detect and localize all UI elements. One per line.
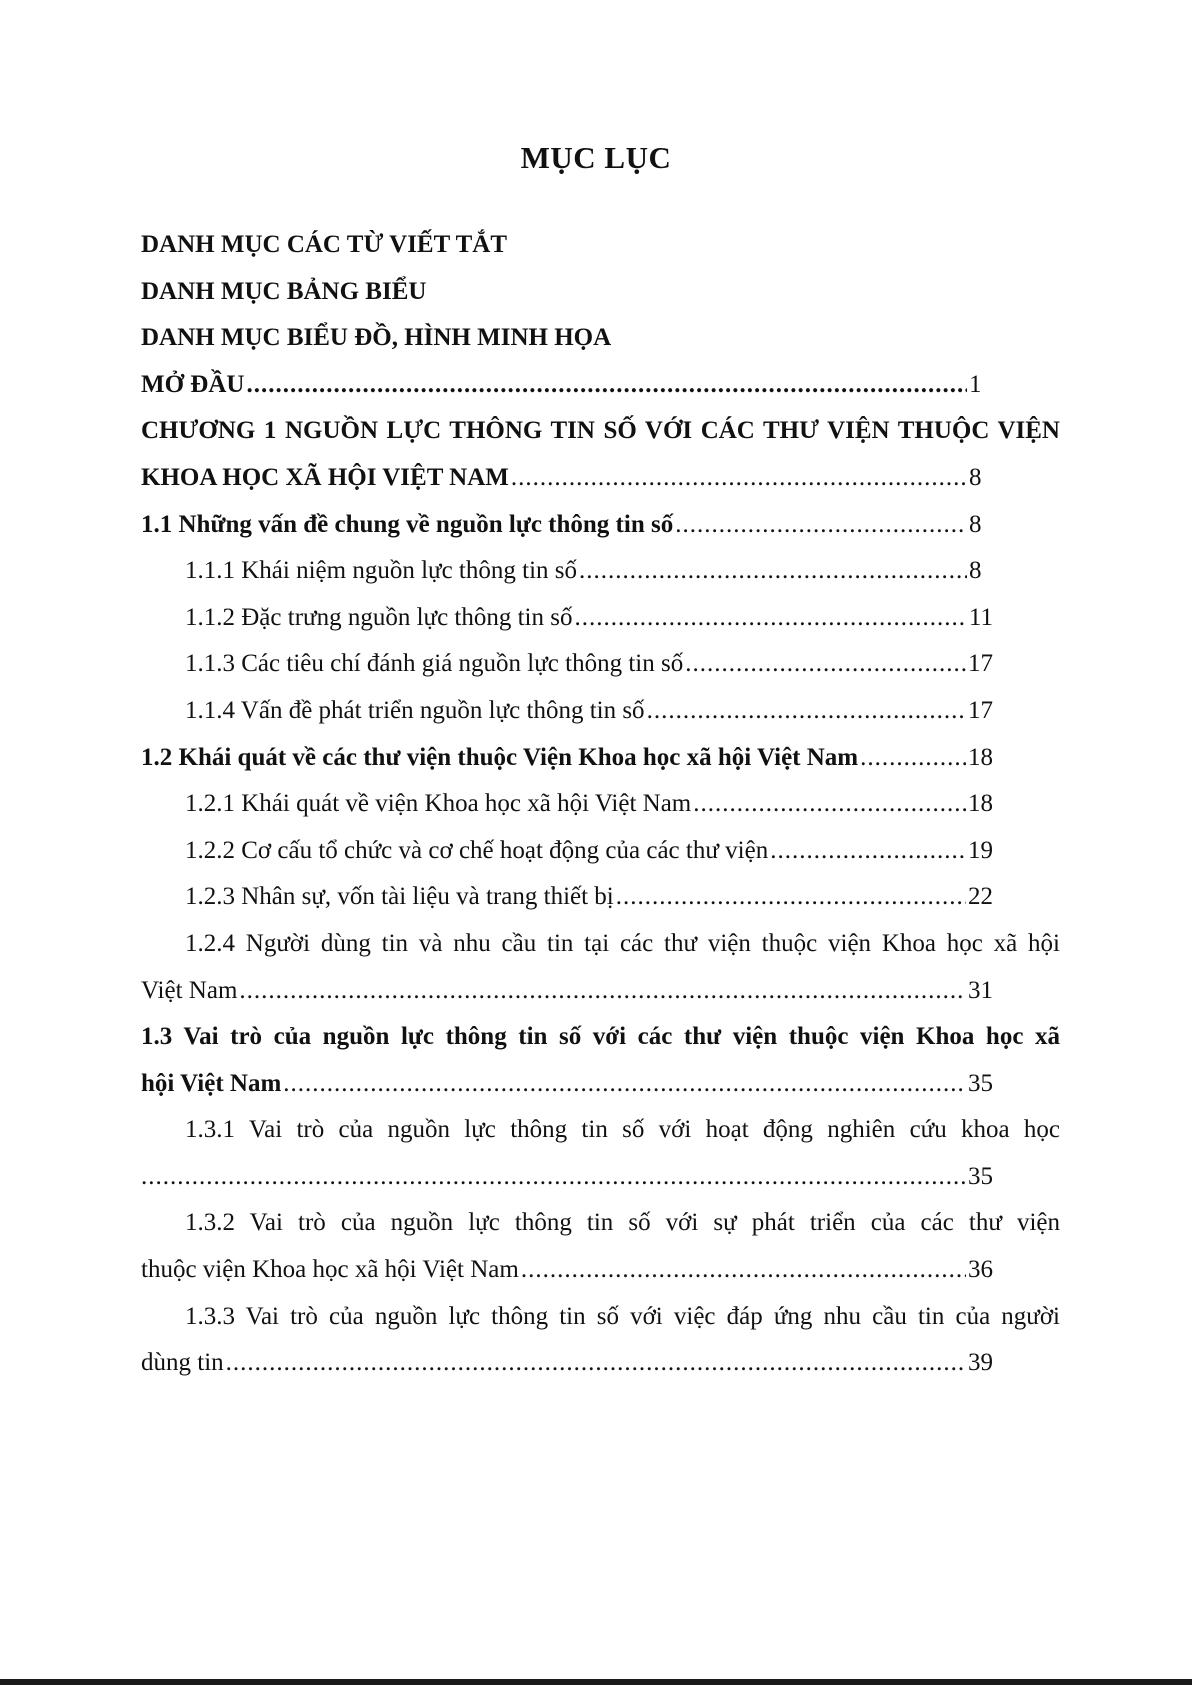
toc-abbreviations: DANH MỤC CÁC TỪ VIẾT TẮT bbox=[141, 231, 508, 258]
toc-entry-1-3 bbox=[141, 1061, 993, 1108]
toc-entry-1-1-4 bbox=[141, 688, 993, 735]
dot-leader bbox=[616, 874, 966, 921]
toc-entry-text: MỞ ĐẦU bbox=[141, 370, 245, 398]
toc-entry-text: 1.1.3 Các tiêu chí đánh giá nguồn lực thông tin số bbox=[185, 650, 684, 678]
dot-leader bbox=[226, 1340, 966, 1387]
toc-entry-1-2-3 bbox=[141, 874, 993, 921]
toc-page-number: 19 bbox=[968, 836, 993, 864]
toc-page-number: 18 bbox=[968, 790, 993, 818]
toc-entry-text: Việt Nam bbox=[141, 976, 238, 1004]
toc-entry-text: dùng tin bbox=[141, 1349, 224, 1377]
toc-entry-text: 1.1.2 Đặc trưng nguồn lực thông tin số bbox=[185, 603, 573, 631]
toc-entry-text: 1.1.1 Khái niệm nguồn lực thông tin số bbox=[185, 557, 577, 585]
dot-leader bbox=[246, 362, 967, 409]
toc-page-number: 39 bbox=[968, 1349, 993, 1377]
dot-leader bbox=[239, 968, 966, 1015]
dot-leader bbox=[579, 548, 967, 595]
toc-tables: DANH MỤC BẢNG BIỂU bbox=[141, 277, 427, 305]
toc-figures: DANH MỤC BIỂU ĐỒ, HÌNH MINH HỌA bbox=[141, 324, 612, 352]
toc-entry-1-2-1 bbox=[141, 781, 993, 828]
toc-page-number: 8 bbox=[969, 510, 982, 538]
toc-entry-1-2 bbox=[141, 735, 993, 782]
dot-leader bbox=[770, 828, 966, 875]
toc-page-number: 35 bbox=[968, 1069, 993, 1097]
dot-leader bbox=[860, 735, 966, 782]
toc-page-number: 31 bbox=[968, 976, 993, 1004]
toc-entry-1-1-3 bbox=[141, 641, 993, 688]
toc-entry-1-3-1 bbox=[141, 1154, 993, 1201]
dot-leader bbox=[685, 641, 966, 688]
dot-leader bbox=[675, 502, 967, 549]
toc-entry-1-3-line1: 1.3 Vai trò của nguồn lực thông tin số với các thư viện thuộc viện Khoa học xã bbox=[141, 1023, 1060, 1051]
toc-page-number: 17 bbox=[968, 696, 993, 724]
toc-chapter1-line1: CHƯƠNG 1 NGUỒN LỰC THÔNG TIN SỐ VỚI CÁC THƯ VIỆN THUỘC VIỆN bbox=[141, 417, 1060, 445]
toc-page-number: 18 bbox=[968, 743, 993, 771]
dot-leader bbox=[647, 688, 966, 735]
toc-entry-1-1-1 bbox=[141, 548, 993, 595]
toc-page-number: 8 bbox=[969, 463, 982, 491]
toc-entry-1-2-4-line1: 1.2.4 Người dùng tin và nhu cầu tin tại các thư viện thuộc viện Khoa học xã hội bbox=[185, 929, 1060, 957]
toc-page-number: 17 bbox=[968, 650, 993, 678]
toc-entry-text: thuộc viện Khoa học xã hội Việt Nam bbox=[141, 1256, 519, 1284]
toc-entry-1-1 bbox=[141, 502, 993, 549]
toc-entry-1-3-2-line1: 1.3.2 Vai trò của nguồn lực thông tin số với sự phát triển của các thư viện bbox=[185, 1209, 1060, 1237]
toc-entry-1-3-3-line1: 1.3.3 Vai trò của nguồn lực thông tin số với việc đáp ứng nhu cầu tin của người bbox=[185, 1302, 1060, 1330]
dot-leader bbox=[283, 1061, 966, 1108]
dot-leader bbox=[511, 455, 967, 502]
toc-page-number: 11 bbox=[968, 603, 993, 631]
toc-page-number: 1 bbox=[969, 370, 982, 398]
table-of-contents bbox=[141, 222, 1060, 1387]
toc-entry-text: hội Việt Nam bbox=[141, 1069, 282, 1097]
toc-entry-1-3-3 bbox=[141, 1340, 993, 1387]
toc-entry-text: 1.1 Những vấn đề chung về nguồn lực thông tin số bbox=[141, 510, 674, 538]
toc-entry-text: 1.2.2 Cơ cấu tổ chức và cơ chế hoạt động của các thư viện bbox=[185, 836, 769, 864]
toc-entry-text: 1.2.1 Khái quát về viện Khoa học xã hội Việt Nam bbox=[185, 790, 692, 818]
page-title: MỤC LỤC bbox=[520, 140, 672, 175]
toc-entry-1-1-2 bbox=[141, 595, 993, 642]
toc-entry-1-3-1-line1: 1.3.1 Vai trò của nguồn lực thông tin số với hoạt động nghiên cứu khoa học bbox=[185, 1116, 1060, 1144]
toc-entry-text: 1.2 Khái quát về các thư viện thuộc Viện Khoa học xã hội Việt Nam bbox=[141, 743, 859, 771]
toc-entry-1-2-4 bbox=[141, 968, 993, 1015]
toc-entry-text: KHOA HỌC XÃ HỘI VIỆT NAM bbox=[141, 463, 509, 491]
toc-entry-chapter1 bbox=[141, 455, 993, 502]
dot-leader bbox=[141, 1154, 966, 1201]
toc-entry-text: 1.1.4 Vấn đề phát triển nguồn lực thông tin số bbox=[185, 696, 645, 724]
toc-page-number: 35 bbox=[968, 1162, 993, 1190]
page-bottom-border bbox=[0, 1679, 1192, 1685]
toc-entry-1-2-2 bbox=[141, 828, 993, 875]
dot-leader bbox=[693, 781, 966, 828]
dot-leader bbox=[574, 595, 966, 642]
toc-entry-intro bbox=[141, 362, 993, 409]
dot-leader bbox=[521, 1247, 966, 1294]
toc-entry-1-3-2 bbox=[141, 1247, 993, 1294]
toc-page-number: 22 bbox=[968, 883, 993, 911]
toc-entry-text: 1.2.3 Nhân sự, vốn tài liệu và trang thiết bị bbox=[185, 883, 614, 911]
toc-page-number: 8 bbox=[969, 557, 982, 585]
toc-page-number: 36 bbox=[968, 1256, 993, 1284]
